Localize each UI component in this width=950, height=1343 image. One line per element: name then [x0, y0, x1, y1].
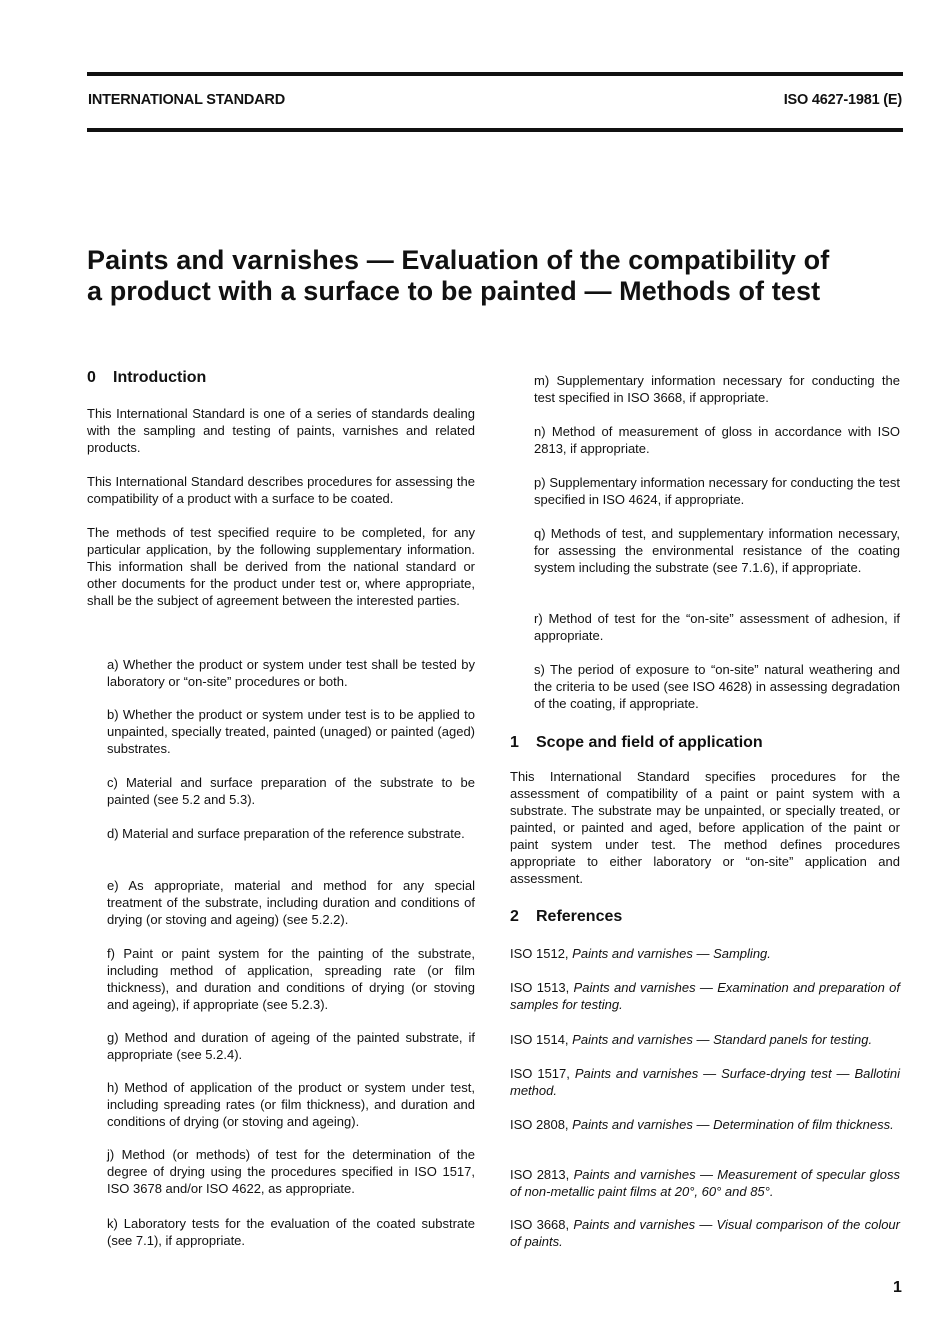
list-item: d) Material and surface preparation of the reference substrate.	[107, 826, 465, 841]
header-rule-bottom	[87, 128, 903, 132]
section-number: 2	[510, 908, 519, 925]
intro-paragraph: This International Standard is one of a series of standards dealing with the sampling and testing of paints, varnishes and related products.	[87, 406, 475, 455]
list-item: r) Method of test for the “on-site” assessment of adhesion, if appropriate.	[534, 611, 900, 643]
reference-code: ISO 2808,	[510, 1117, 569, 1132]
reference-title: Paints and varnishes — Surface-drying test — Ballotini method.	[510, 1066, 900, 1098]
list-item: a) Whether the product or system under test shall be tested by laboratory or “on-site” procedures or both.	[107, 657, 475, 689]
reference-title: Paints and varnishes — Visual comparison of the colour of paints.	[510, 1217, 900, 1249]
reference-item	[510, 1166, 900, 1200]
section-title: Scope and field of application	[536, 734, 763, 751]
intro-paragraph: The methods of test specified require to be completed, for any particular application, by the following supplementary information. This information shall be derived from the national standard or other documents for the product under test or, where appropriate, shall be the subject of agreement between the interested parties.	[87, 525, 475, 608]
list-item: f) Paint or paint system for the painting of the substrate, including method of application, spreading rate (or film thickness), and duration and conditions of drying (or stoving and ageing), if appropriate (see 5.2.3).	[107, 946, 475, 1012]
section-number: 1	[510, 734, 519, 751]
document-type: INTERNATIONAL STANDARD	[88, 92, 285, 108]
document-title-line2: a product with a surface to be painted — Methods of test	[87, 276, 821, 306]
list-item: p) Supplementary information necessary for conducting the test specified in ISO 4624, if appropriate.	[534, 475, 900, 507]
section-heading-scope	[510, 734, 763, 752]
reference-title: Paints and varnishes — Examination and preparation of samples for testing.	[510, 980, 900, 1012]
list-item: m) Supplementary information necessary for conducting the test specified in ISO 3668, if appropriate.	[534, 373, 900, 405]
reference-code: ISO 1513,	[510, 980, 570, 995]
reference-title: Paints and varnishes — Determination of film thickness.	[572, 1117, 894, 1132]
document-title-line1: Paints and varnishes — Evaluation of the compatibility of	[87, 245, 830, 275]
section-number: 0	[87, 369, 96, 386]
list-item: s) The period of exposure to “on-site” natural weathering and the criteria to be used (see ISO 4628) in assessing degradation of the coating, if appropriate.	[534, 662, 900, 711]
section-title: Introduction	[113, 369, 207, 386]
reference-title: Paints and varnishes — Measurement of specular gloss of non-metallic paint films at 20°, 60° and 85°.	[510, 1167, 900, 1199]
reference-code: ISO 1517,	[510, 1066, 570, 1081]
list-item: g) Method and duration of ageing of the painted substrate, if appropriate (see 5.2.4).	[107, 1030, 475, 1062]
reference-title: Paints and varnishes — Sampling.	[572, 946, 771, 961]
list-item: q) Methods of test, and supplementary information necessary, for assessing the environmental resistance of the coating system including the substrate (see 7.1.6), if appropriate.	[534, 526, 900, 575]
reference-code: ISO 1512,	[510, 946, 569, 961]
document-number: ISO 4627-1981 (E)	[783, 92, 902, 108]
reference-item	[510, 1216, 900, 1250]
intro-paragraph: This International Standard describes procedures for assessing the compatibility of a product with a surface to be coated.	[87, 474, 475, 506]
list-item: e) As appropriate, material and method for any special treatment of the substrate, including duration and conditions of drying (or stoving and ageing) (see 5.2.2).	[107, 878, 475, 927]
reference-item	[510, 979, 900, 1013]
reference-code: ISO 2813,	[510, 1167, 570, 1182]
list-item: n) Method of measurement of gloss in accordance with ISO 2813, if appropriate.	[534, 424, 900, 456]
section-heading-introduction	[87, 369, 206, 387]
list-item: h) Method of application of the product or system under test, including spreading rates (or film thickness), and duration and conditions of drying (or stoving and ageing).	[107, 1080, 475, 1129]
list-item: b) Whether the product or system under test is to be applied to unpainted, specially treated, painted (unaged) or painted (aged) substrates.	[107, 707, 475, 756]
reference-item	[510, 945, 900, 962]
list-item: k) Laboratory tests for the evaluation of the coated substrate (see 7.1), if appropriate.	[107, 1216, 475, 1248]
section-heading-references	[510, 908, 622, 926]
scope-paragraph: This International Standard specifies procedures for the assessment of compatibility of a paint or paint system with a substrate. The substrate may be unpainted, or specially treated, or painted, or painted and aged, before application of the paint or paint system under test. The method defines procedures appropriate to either laboratory or “on-site” application and assessment.	[510, 769, 900, 886]
section-title: References	[536, 908, 623, 925]
reference-title: Paints and varnishes — Standard panels for testing.	[572, 1032, 873, 1047]
reference-code: ISO 1514,	[510, 1032, 569, 1047]
page-number: 1	[893, 1279, 902, 1296]
list-item: j) Method (or methods) of test for the determination of the degree of drying using the procedures specified in ISO 1517, ISO 3678 and/or ISO 4622, as appropriate.	[107, 1147, 475, 1196]
reference-code: ISO 3668,	[510, 1217, 570, 1232]
reference-item	[510, 1065, 900, 1099]
reference-item	[510, 1116, 900, 1133]
reference-item	[510, 1031, 900, 1048]
header-rule-top	[87, 72, 903, 76]
list-item: c) Material and surface preparation of the substrate to be painted (see 5.2 and 5.3).	[107, 775, 475, 807]
